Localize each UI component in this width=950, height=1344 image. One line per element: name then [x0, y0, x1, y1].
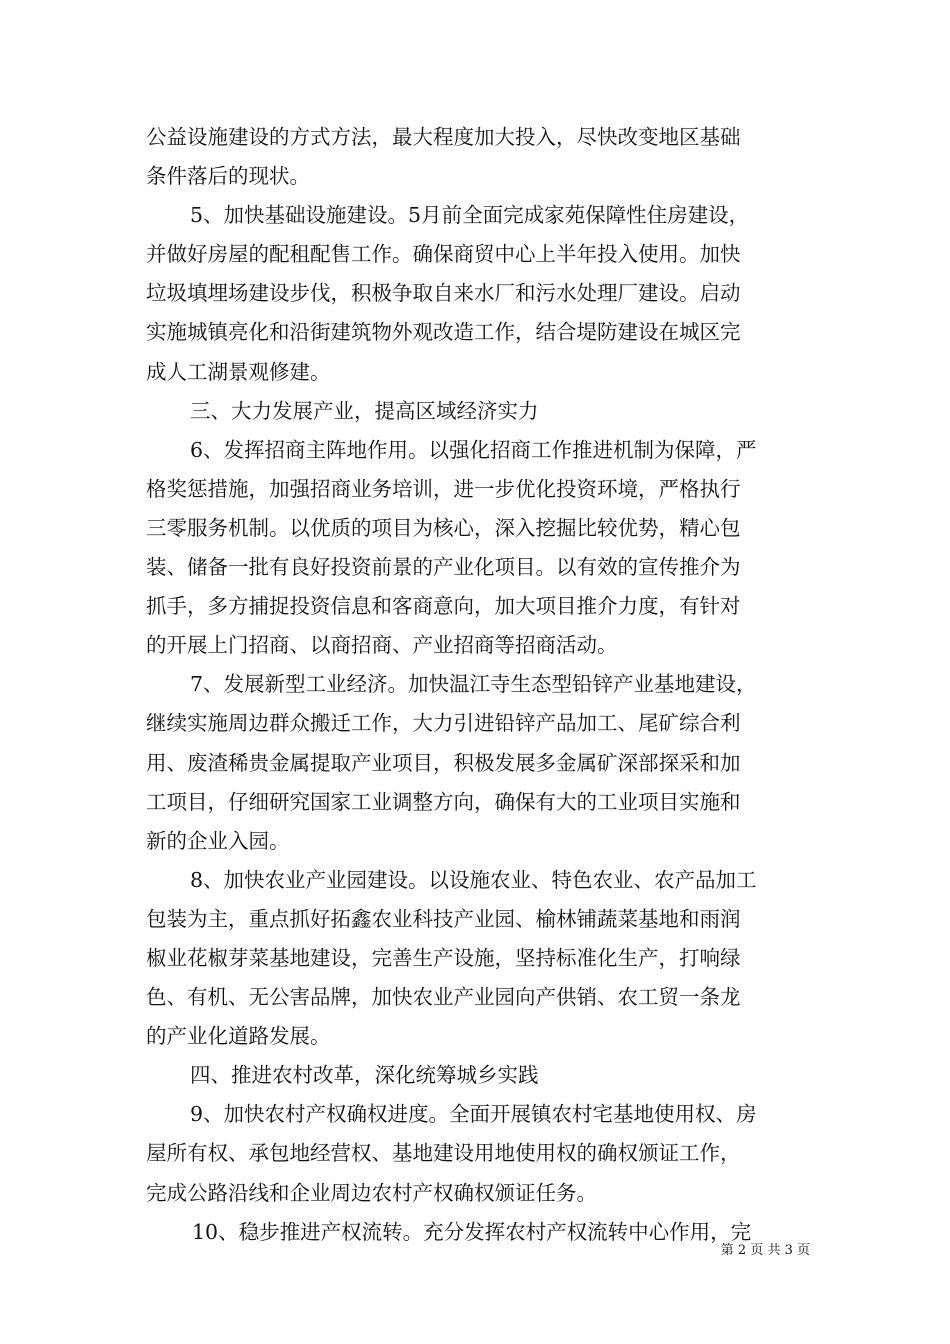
text-line: 成人工湖景观修建。 [146, 359, 331, 384]
section-heading: 四、推进农村改革，深化统筹城乡实践 [190, 1063, 539, 1088]
text-line: 工项目，仔细研究国家工业调整方向，确保有大的工业项目实施和 [146, 789, 741, 814]
text-line: 垃圾填埋场建设步伐，积极争取自来水厂和污水处理厂建设。启动 [146, 281, 741, 306]
text-line: 6、发挥招商主阵地作用。以强化招商工作推进机制为保障，严 [190, 437, 757, 462]
section-heading: 三、大力发展产业，提高区域经济实力 [190, 398, 539, 423]
text-line: 用、废渣稀贵金属提取产业项目，积极发展多金属矿深部探采和加 [146, 750, 741, 775]
text-line: 装、储备一批有良好投资前景的产业化项目。以有效的宣传推介为 [146, 555, 741, 580]
text-line: 屋所有权、承包地经营权、基地建设用地使用权的确权颁证工作， [146, 1141, 741, 1166]
text-line: 并做好房屋的配租配售工作。确保商贸中心上半年投入使用。加快 [146, 242, 741, 267]
text-line: 三零服务机制。以优质的项目为核心，深入挖掘比较优势，精心包 [146, 515, 741, 540]
text-line: 8、加快农业产业园建设。以设施农业、特色农业、农产品加工 [190, 867, 757, 892]
page-number: 第 2 页 共 3 页 [720, 1243, 810, 1258]
text-line: 完成公路沿线和企业周边农村产权确权颁证任务。 [146, 1180, 597, 1205]
text-line: 椒业花椒芽菜基地建设，完善生产设施，坚持标准化生产，打响绿 [146, 945, 741, 970]
text-line: 公益设施建设的方式方法，最大程度加大投入，尽快改变地区基础 [146, 125, 741, 149]
text-line: 新的企业入园。 [146, 828, 290, 853]
text-line: 继续实施周边群众搬迁工作，大力引进铅锌产品加工、尾矿综合利 [146, 711, 741, 736]
text-line: 格奖惩措施，加强招商业务培训，进一步优化投资环境，严格执行 [146, 476, 741, 501]
text-line: 色、有机、无公害品牌，加快农业产业园向产供销、农工贸一条龙 [146, 985, 741, 1010]
text-line: 9、加快农村产权确权进度。全面开展镇农村宅基地使用权、房 [190, 1102, 757, 1127]
text-line: 的开展上门招商、以商招商、产业招商等招商活动。 [146, 633, 618, 658]
text-line: 抓手，多方捕捉投资信息和客商意向，加大项目推介力度，有针对 [146, 594, 741, 619]
text-line: 包装为主，重点抓好拓鑫农业科技产业园、榆林铺蔬菜基地和雨润 [146, 906, 741, 931]
text-line: 5、加快基础设施建设。5月前全面完成家苑保障性住房建设， [190, 203, 750, 228]
document-body [146, 118, 810, 1252]
text-line: 的产业化道路发展。 [146, 1024, 331, 1049]
text-line: 7、发展新型工业经济。加快温江寺生态型铅锌产业基地建设， [190, 672, 757, 697]
text-line: 条件落后的现状。 [146, 164, 310, 189]
text-line: 10、稳步推进产权流转。充分发挥农村产权流转中心作用，完 [192, 1219, 752, 1244]
text-line: 实施城镇亮化和沿街建筑物外观改造工作，结合堤防建设在城区完 [146, 320, 741, 345]
